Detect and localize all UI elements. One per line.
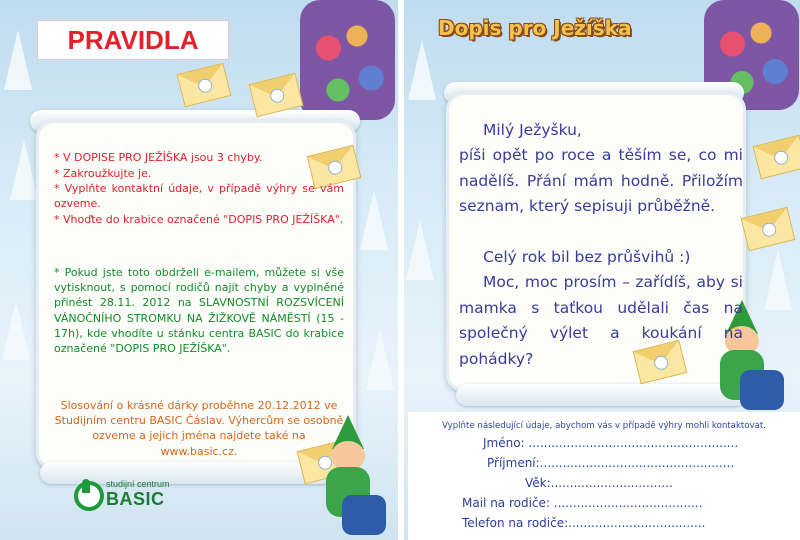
age-field[interactable]: Věk:................................: [525, 476, 673, 490]
snowy-tree-decoration: [4, 30, 32, 90]
letter-title: Dopis pro Ježíška: [438, 16, 632, 40]
snowy-tree-decoration: [2, 300, 30, 360]
surname-field[interactable]: Příjmení:...................................................: [487, 456, 735, 470]
name-field[interactable]: Jméno: .......................................................: [483, 436, 739, 450]
parent-email-field[interactable]: Mail na rodiče: .......................................: [462, 496, 703, 510]
elves-illustration: [300, 0, 395, 120]
rule-item: * Vyplňte kontaktní údaje, v případě výhry se vám ozveme.: [54, 182, 344, 211]
snowy-tree-decoration: [360, 190, 388, 250]
title-box: [37, 20, 229, 60]
page-title: PRAVIDLA: [67, 25, 199, 55]
rule-item: * V DOPISE PRO JEŽÍŠKA jsou 3 chyby.: [54, 151, 263, 164]
contact-form: [408, 412, 800, 540]
rules-panel: [0, 0, 398, 540]
rule-item: * Zakroužkujte je.: [54, 167, 152, 180]
email-note: * Pokud jste toto obdrželi e-mailem, můžete si vše vytisknout, s pomocí rodičů najít chyby a vyplněné přinést 28.11. 2012 na SLAVNOSTNÍ ROZSVÍCENÍ VÁNOČNÍHO STROMKU NA ŽIŽKOVĚ NÁMĚSTÍ (15 - 17h), kde vhodíte u stánku centra BASIC do krabice označené "DOPIS PRO JEŽÍŠKA".: [54, 266, 344, 356]
logo-name: BASIC: [106, 489, 165, 509]
letter-paragraph: Celý rok bil bez průšvihů :): [483, 248, 691, 266]
snowy-tree-decoration: [10, 140, 38, 200]
letter-paragraph: píši opět po roce a těším se, co mi nadělíš. Přání mám hodně. Přiložím seznam, který sepisuji průběžně.: [459, 146, 743, 215]
form-intro: Vyplňte následující údaje, abychom vás v případě výhry mohli kontaktovat.: [441, 421, 766, 431]
scroll-bottom-roll: [456, 384, 746, 406]
rule-item: * Vhoďte do krabice označené "DOPIS PRO JEŽÍŠKA".: [54, 213, 344, 226]
snowy-tree-decoration: [408, 40, 436, 100]
logo-subtitle: studijní centrum: [106, 479, 170, 489]
letter-paragraph: Moc, moc prosím – zařídíš, aby si mamka s taťkou udělali čas na společný výlet a koukání na pohádky?: [459, 273, 743, 368]
letter-panel: [404, 0, 800, 540]
draw-note: Slosování o krásné dárky proběhne 20.12.2012 ve Studijním centru BASIC Čáslav. Výhercům se osobně ozveme a jejich jména najdete také na www.basic.cz.: [54, 399, 344, 458]
basic-logo: [74, 475, 194, 515]
parent-phone-field[interactable]: Telefon na rodiče:....................................: [462, 516, 706, 530]
snowy-tree-decoration: [366, 330, 394, 390]
snowy-tree-decoration: [406, 220, 434, 280]
basic-logo-icon: [74, 481, 104, 511]
letter-greeting: Milý Ježyšku,: [483, 121, 582, 139]
